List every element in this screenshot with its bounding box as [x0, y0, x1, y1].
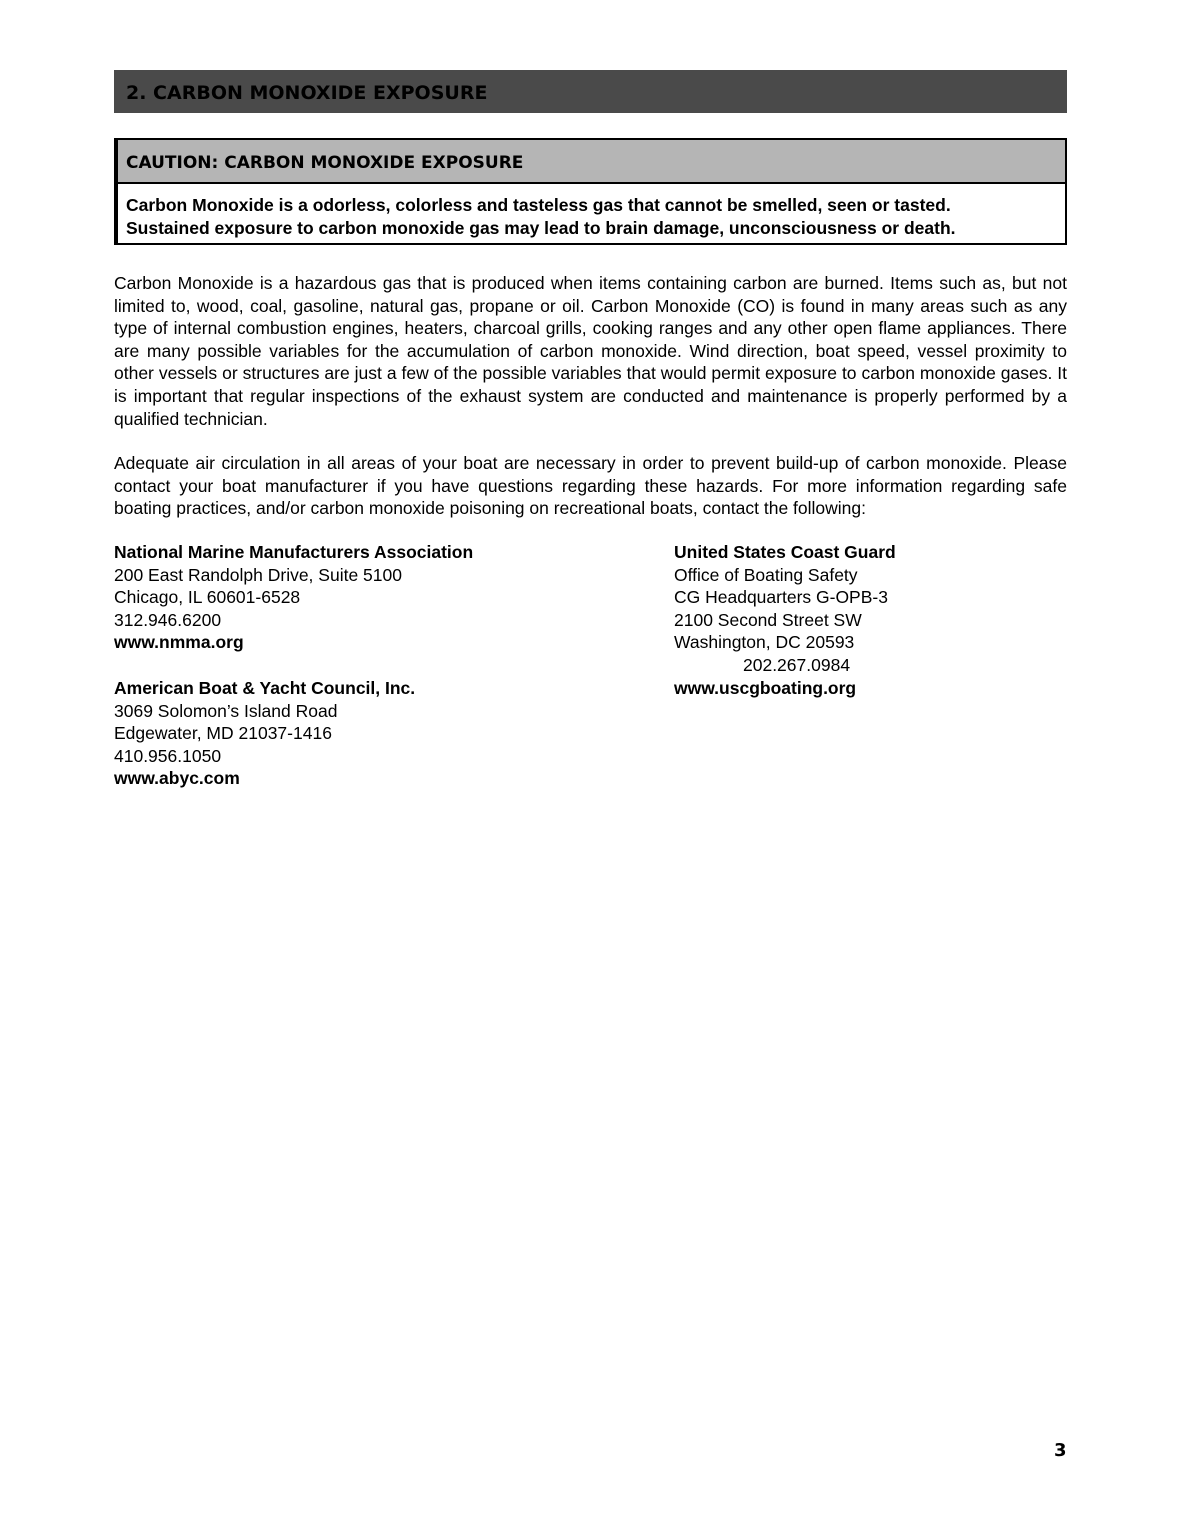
paragraph-air-circulation: Adequate air circulation in all areas of your boat are necessary in order to prevent build-up of carbon monoxide. Please contact your boat manufacturer if you have questions regarding these hazards. For more information regarding safe boating practices, and/or carbon monoxide poisoning on recreational boats, contact the following: [114, 453, 1067, 519]
contact-website-link[interactable]: www.uscgboating.org [674, 677, 857, 698]
contact-address-line: 3069 Solomon’s Island Road [114, 700, 338, 721]
contact-address-line: 200 East Randolph Drive, Suite 5100 [114, 564, 402, 585]
contact-headquarters: CG Headquarters G-OPB-3 [674, 587, 888, 608]
contact-name: United States Coast Guard [674, 542, 896, 562]
caution-header [118, 140, 1065, 184]
contact-office: Office of Boating Safety [674, 564, 858, 585]
section-title: 2. CARBON MONOXIDE EXPOSURE [126, 82, 488, 104]
contact-phone: 410.956.1050 [114, 745, 222, 766]
contact-address-line: 2100 Second Street SW [674, 609, 862, 630]
caution-box [114, 138, 1067, 245]
caution-title: CAUTION: CARBON MONOXIDE EXPOSURE [126, 153, 524, 173]
contact-address-line: Edgewater, MD 21037-1416 [114, 723, 332, 744]
contact-address-line: Chicago, IL 60601-6528 [114, 587, 301, 608]
page-number: 3 [1054, 1440, 1067, 1461]
contact-uscg [674, 541, 896, 699]
contact-website-link[interactable]: www.abyc.com [114, 768, 240, 789]
contact-name: American Boat & Yacht Council, Inc. [114, 678, 416, 698]
caution-body [118, 184, 1065, 240]
contact-abyc [114, 677, 415, 790]
paragraph-hazard-description: Carbon Monoxide is a hazardous gas that is produced when items containing carbon are burned. Items such as, but not limited to, wood, coal, gasoline, natural gas, propane or oil. Carbon Monoxide (CO) is found in many areas such as any type of internal combustion engines, heaters, charcoal grills, cooking ranges and any other open flame appliances. There are many possible variables for the accumulation of carbon monoxide. Wind direction, boat speed, vessel proximity to other vessels or structures are just a few of the possible variables that would permit exposure to carbon monoxide gases. It is important that regular inspections of the exhaust system are conducted and maintenance is properly performed by a qualified technician. [114, 273, 1067, 429]
contact-address-line: Washington, DC 20593 [674, 632, 855, 653]
section-header [114, 70, 1067, 113]
caution-line-2: Sustained exposure to carbon monoxide gas may lead to brain damage, unconsciousness or death. [126, 218, 956, 238]
contact-nmma [114, 541, 473, 654]
caution-line-1: Carbon Monoxide is a odorless, colorless and tasteless gas that cannot be smelled, seen or tasted. [126, 195, 951, 215]
contact-phone: 312.946.6200 [114, 609, 222, 630]
contact-phone: 202.267.0984 [743, 654, 851, 675]
contact-website-link[interactable]: www.nmma.org [114, 632, 244, 653]
contact-name: National Marine Manufacturers Association [114, 542, 474, 562]
